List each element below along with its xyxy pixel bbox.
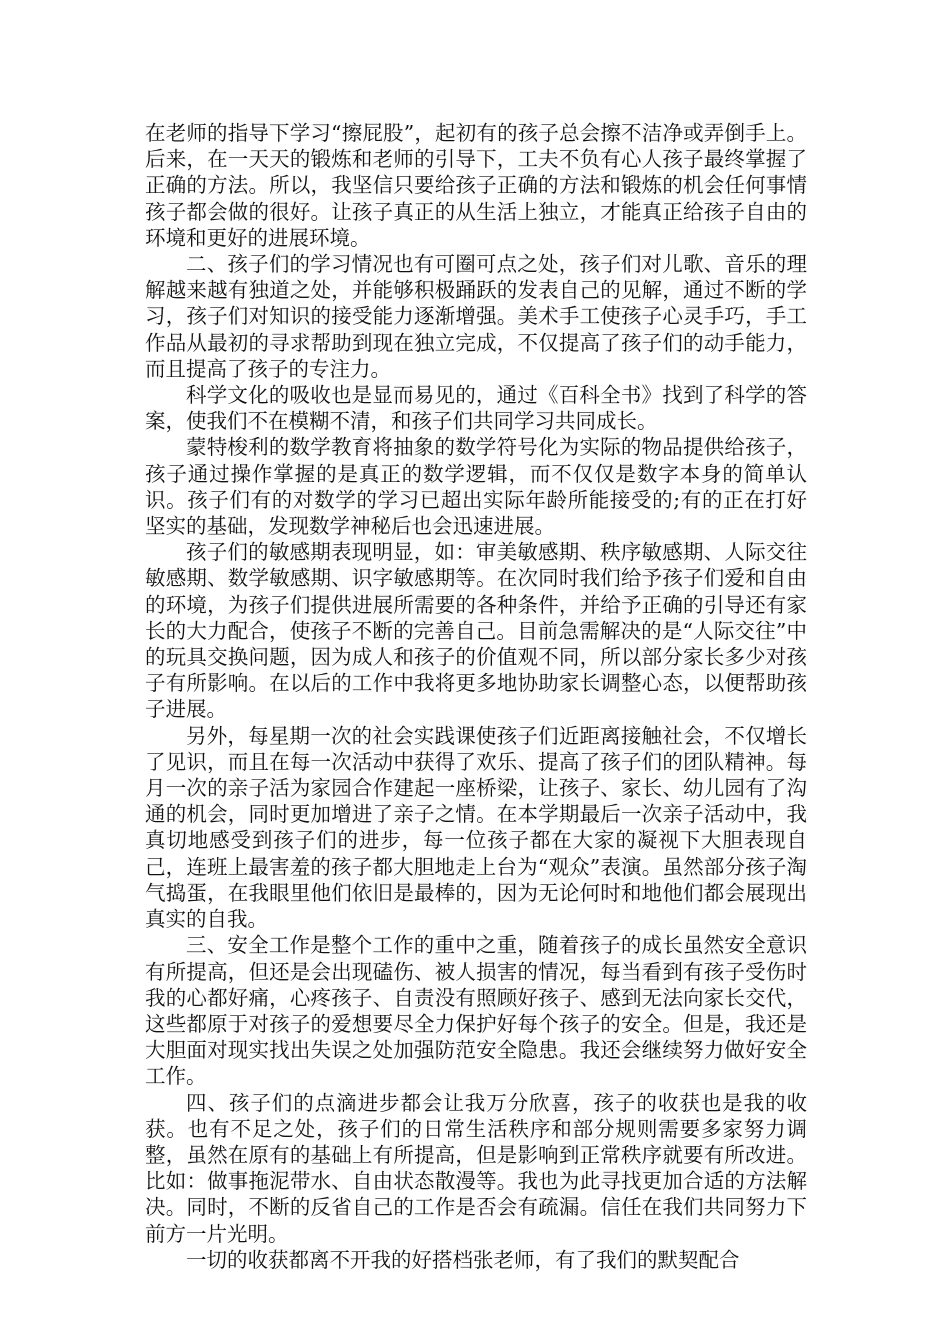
paragraph-3: 科学文化的吸收也是显而易见的，通过《百科全书》找到了科学的答案，使我们不在模糊不清，和孩子们共同学习共同成长。	[145, 383, 807, 434]
paragraph-2: 二、孩子们的学习情况也有可圈可点之处，孩子们对儿歌、音乐的理解越来越有独道之处，并能够积极踊跃的发表自己的见解，通过不断的学习，孩子们对知识的接受能力逐渐增强。美术手工使孩子心灵手巧，手工作品从最初的寻求帮助到现在独立完成，不仅提高了孩子们的动手能力，而且提高了孩子的专注力。	[145, 252, 807, 381]
paragraph-9: 一切的收获都离不开我的好搭档张老师，有了我们的默契配合	[186, 1247, 740, 1272]
paragraph-7: 三、安全工作是整个工作的重中之重，随着孩子的成长虽然安全意识有所提高，但还是会出现磕伤、被人损害的情况，每当看到有孩子受伤时我的心都好痛，心疼孩子、自责没有照顾好孩子、感到无法向家长交代，这些都原于对孩子的爱想要尽全力保护好每个孩子的安全。但是，我还是大胆面对现实找出失误之处加强防范安全隐患。我还会继续努力做好安全工作。	[145, 933, 807, 1089]
paragraph-5: 孩子们的敏感期表现明显，如：审美敏感期、秩序敏感期、人际交往敏感期、数学敏感期、识字敏感期等。在次同时我们给予孩子们爱和自由的环境，为孩子们提供进展所需要的各种条件，并给予正确的引导还有家长的大力配合，使孩子不断的完善自己。目前急需解决的是“人际交往”中的玩具交换问题，因为成人和孩子的价值观不同，所以部分家长多少对孩子有所影响。在以后的工作中我将更多地协助家长调整心态，以便帮助孩子进展。	[145, 540, 807, 722]
paragraph-4: 蒙特梭利的数学教育将抽象的数学符号化为实际的物品提供给孩子，孩子通过操作掌握的是真正的数学逻辑，而不仅仅是数字本身的简单认识。孩子们有的对数学的学习已超出实际年龄所能接受的;有的正在打好坚实的基础，发现数学神秘后也会迅速进展。	[145, 435, 807, 539]
paragraph-6: 另外，每星期一次的社会实践课使孩子们近距离接触社会，不仅增长了见识，而且在每一次活动中获得了欢乐、提高了孩子们的团队精神。每月一次的亲子活为家园合作建起一座桥梁，让孩子、家长、幼儿园有了沟通的机会，同时更加增进了亲子之情。在本学期最后一次亲子活动中，我真切地感受到孩子们的进步，每一位孩子都在大家的凝视下大胆表现自己，连班上最害羞的孩子都大胆地走上台为“观众”表演。虽然部分孩子淘气捣蛋，在我眼里他们依旧是最棒的，因为无论何时和地他们都会展现出真实的自我。	[145, 723, 807, 932]
document-page	[145, 120, 807, 1273]
paragraph-8: 四、孩子们的点滴进步都会让我万分欣喜，孩子的收获也是我的收获。也有不足之处，孩子们的日常生活秩序和部分规则需要多家努力调整，虽然在原有的基础上有所提高，但是影响到正常秩序就要有所改进。比如：做事拖泥带水、自由状态散漫等。我也为此寻找更加合适的方法解决。同时，不断的反省自己的工作是否会有疏漏。信任在我们共同努力下前方一片光明。	[145, 1090, 807, 1246]
paragraph-1: 在老师的指导下学习“擦屁股”，起初有的孩子总会擦不洁净或弄倒手上。后来，在一天天的锻炼和老师的引导下，工夫不负有心人孩子最终掌握了正确的方法。所以，我坚信只要给孩子正确的方法和锻炼的机会任何事情孩子都会做的很好。让孩子真正的从生活上独立，才能真正给孩子自由的环境和更好的进展环境。	[145, 121, 807, 250]
